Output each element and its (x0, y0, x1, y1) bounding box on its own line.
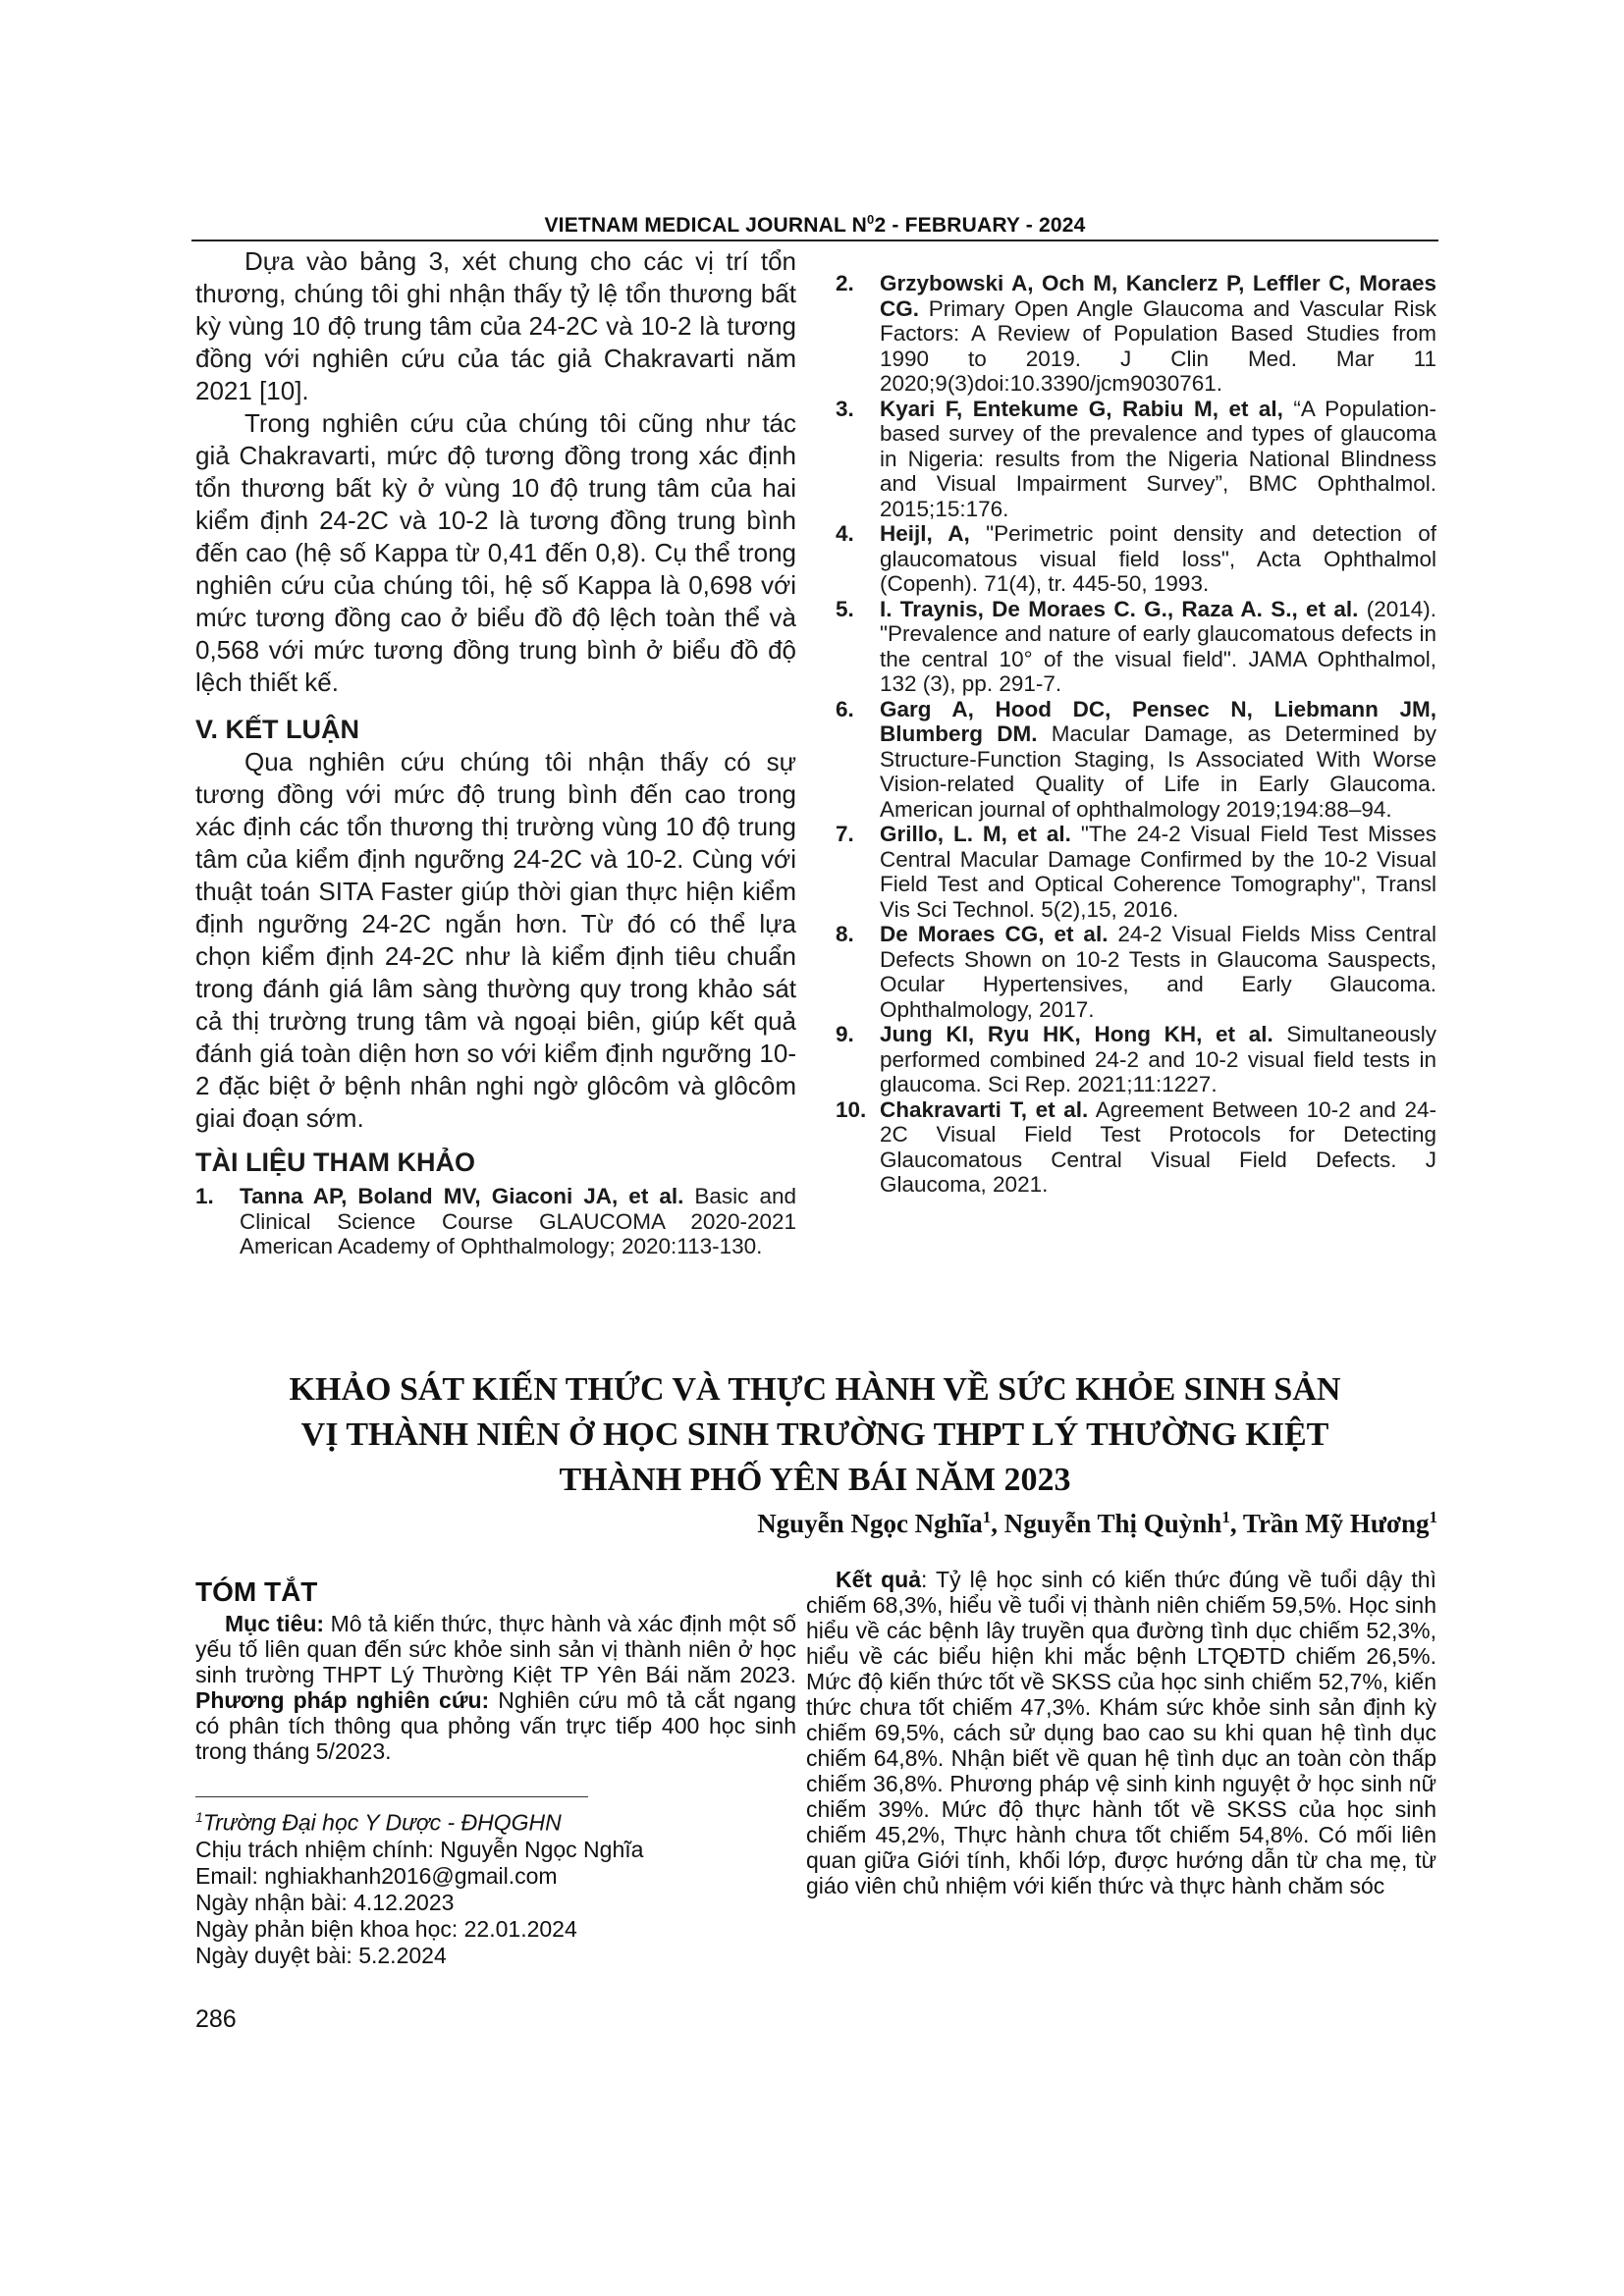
reference-item (836, 521, 1436, 597)
abstract-objective-methods (195, 1611, 796, 1764)
journal-name: VIETNAM MEDICAL JOURNAL N (544, 214, 868, 237)
reference-text: "Perimetric point density and detection of glaucomatous visual field loss", Acta Ophthalmol (Copenh). 71(4), tr. 445-50, 1993. (880, 521, 1436, 596)
author-separator: , (991, 1509, 1004, 1538)
reference-number: 5. (836, 596, 854, 621)
affiliation-sup: 1 (1429, 1508, 1437, 1526)
article-title (191, 1367, 1438, 1503)
reference-item (836, 822, 1436, 922)
abstract-heading: TÓM TẮT (195, 1576, 318, 1607)
conclusion-heading: V. KẾT LUẬN (195, 715, 360, 744)
reference-item (836, 597, 1436, 697)
abstract-left (195, 1576, 796, 1764)
accepted-date: Ngày duyệt bài: 5.2.2024 (195, 1942, 447, 1968)
left-column (195, 245, 796, 1259)
objective-text: Mô tả kiến thức, thực hành và xác định một số yếu tố liên quan đến sức khỏe sinh sản vị thành niên ở học sinh trường THPT Lý Thường Kiệt TP Yên Bái năm 2023. (195, 1611, 796, 1687)
article-authors (757, 1508, 1437, 1539)
issue-sup: 0 (867, 212, 875, 227)
reference-authors: Tanna AP, Boland MV, Giaconi JA, et al. (240, 1184, 684, 1208)
references-heading: TÀI LIỆU THAM KHẢO (195, 1148, 475, 1177)
reference-authors: De Moraes CG, et al. (880, 922, 1109, 946)
responsible-author: Chịu trách nhiệm chính: Nguyễn Ngọc Nghĩa (195, 1836, 644, 1862)
results-text: : Tỷ lệ học sinh có kiến thức đúng về tuổi dậy thì chiếm 68,3%, hiểu về tuổi vị thành niên chiếm 59,5%. Học sinh hiểu về các bệnh lây truyền qua đường tình dục chiếm 52,3%, hiểu về các biểu hiện khi mắc bệnh LTQĐTD chiếm 26,5%. Mức độ kiến thức tốt về SKSS của học sinh chiếm 52,7%, kiến thức chưa tốt chiếm 47,3%. Khám sức khỏe sinh sản định kỳ chiếm 69,5%, cách sử dụng bao cao su khi quan hệ tình dục chiếm 64,8%. Nhận biết về quan hệ tình dục an toàn còn thấp chiếm 36,8%. Phương pháp vệ sinh kinh nguyệt ở học sinh nữ chiếm 39%. Mức độ thực hành tốt về SKSS của học sinh chiếm 45,2%, Thực hành chưa tốt chiếm 54,8%. Có mối liên quan giữa Giới tính, khối lớp, được hướng dẫn từ cha mẹ, từ giáo viên chủ nhiệm với kiến thức và thực hành chăm sóc (806, 1567, 1436, 1898)
reference-item (836, 697, 1436, 823)
results-label: Kết quả (836, 1567, 921, 1592)
author-name: Nguyễn Ngọc Nghĩa (757, 1509, 983, 1538)
footnotes (195, 1804, 796, 1969)
issue-date: 2 - FEBRUARY - 2024 (874, 214, 1086, 237)
affiliation-sup: 1 (982, 1508, 992, 1526)
reference-number: 1. (195, 1184, 214, 1208)
reference-text: Primary Open Angle Glaucoma and Vascular Risk Factors: A Review of Population Based Studies from 1990 to 2019. J Clin Med. Mar 11 2020;9(3)doi:10.3390/jcm9030761. (880, 295, 1436, 396)
contact-email: Email: nghiakhanh2016@gmail.com (195, 1862, 558, 1889)
affiliation-sup: 1 (195, 1809, 203, 1825)
abstract-results (806, 1567, 1436, 1898)
reference-authors: Chakravarti T, et al. (880, 1096, 1089, 1122)
reference-item (836, 271, 1436, 397)
reference-authors: Heijl, A, (880, 521, 970, 546)
reference-number: 4. (836, 521, 854, 546)
reference-number: 3. (836, 396, 854, 421)
reference-number: 9. (836, 1022, 854, 1046)
reference-item (836, 922, 1436, 1022)
author-name: Trần Mỹ Hương (1242, 1509, 1430, 1538)
reference-number: 7. (836, 822, 854, 846)
conclusion-paragraph: Qua nghiên cứu chúng tôi nhận thấy có sự tương đồng với mức độ trung bình đến cao trong xác định các tổn thương thị trường vùng 10 độ trung tâm của kiểm định ngưỡng 24-2C và 10-2. Cùng với thuật toán SITA Faster giúp thời gian thực hiện kiểm định ngưỡng 24-2C ngắn hơn. Từ đó có thể lựa chọn kiểm định 24-2C như là kiểm định tiêu chuẩn trong đánh giá lâm sàng thường quy trong khảo sát cả thị trường trung tâm và ngoại biên, giúp kết quả đánh giá toàn diện hơn so với kiểm định ngưỡng 10-2 đặc biệt ở bệnh nhân nghi ngờ glôcôm và glôcôm giai đoạn sớm. (195, 747, 796, 1133)
journal-header (191, 212, 1438, 238)
reference-authors: Jung KI, Ryu HK, Hong KH, et al. (880, 1022, 1273, 1046)
received-date: Ngày nhận bài: 4.12.2023 (195, 1889, 455, 1915)
footnote-rule (195, 1796, 588, 1797)
discussion-paragraph-1: Dựa vào bảng 3, xét chung cho các vị trí tổn thương, chúng tôi ghi nhận thấy tỷ lệ tổn thương bất kỳ vùng 10 độ trung tâm của 24-2C và 10-2 là tương đồng với nghiên cứu của tác giả Chakravarti năm 2021 [10]. (195, 246, 796, 405)
reference-number: 8. (836, 922, 854, 946)
reference-authors: Garg A, Hood DC, Pensec N, Liebmann JM, Blumberg DM. (880, 696, 1436, 746)
reference-authors: Grillo, L. M, et al. (880, 822, 1071, 846)
reference-authors: I. Traynis, De Moraes C. G., Raza A. S., et al. (880, 596, 1359, 621)
reference-text: 24-2 Visual Fields Miss Central Defects Shown on 10-2 Tests in Glaucoma Sauspects, Ocular Hypertensives, and Early Glaucoma. Ophthalmology, 2017. (880, 922, 1436, 1022)
references-list (836, 271, 1436, 1198)
reference-text: (2014). "Prevalence and nature of early glaucomatous defects in the central 10° of the visual field". JAMA Ophthalmol, 132 (3), pp. 291-7. (880, 596, 1436, 696)
reference-number: 2. (836, 271, 854, 295)
title-line-3: THÀNH PHỐ YÊN BÁI NĂM 2023 (559, 1462, 1071, 1498)
discussion-paragraph-2: Trong nghiên cứu của chúng tôi cũng như tác giả Chakravarti, mức độ tương đồng trong xác định tổn thương bất kỳ ở vùng 10 độ trung tâm của hai kiểm định 24-2C và 10-2 là tương đồng trung bình đến cao (hệ số Kappa từ 0,41 đến 0,8). Cụ thể trong nghiên cứu của chúng tôi, hệ số Kappa là 0,698 với mức tương đồng cao ở biểu đồ độ lệch toàn thể và 0,568 với mức tương đồng trung bình ở biểu đồ độ lệch thiết kế. (195, 408, 796, 697)
reviewed-date: Ngày phản biện khoa học: 22.01.2024 (195, 1915, 577, 1942)
page-number: 286 (195, 2005, 237, 2033)
reference-text: Basic and Clinical Science Course GLAUCOMA 2020-2021 American Academy of Ophthalmology; 2020:113-130. (240, 1184, 796, 1258)
reference-number: 10. (836, 1096, 867, 1122)
affiliation-sup: 1 (1221, 1508, 1230, 1526)
title-line-1: KHẢO SÁT KIẾN THỨC VÀ THỰC HÀNH VỀ SỨC KHỎE SINH SẢN (289, 1371, 1341, 1408)
author-separator: , (1229, 1509, 1243, 1538)
reference-item (836, 397, 1436, 522)
reference-item (195, 1184, 796, 1259)
reference-authors: Grzybowski A, Och M, Kanclerz P, Leffler C, Moraes CG. (880, 271, 1436, 321)
methods-text: Nghiên cứu mô tả cắt ngang có phân tích thông qua phỏng vấn trực tiếp 400 học sinh trong tháng 5/2023. (195, 1687, 797, 1764)
affiliation-text: Trường Đại học Y Dược - ĐHQGHN (202, 1809, 562, 1836)
author-name: Nguyễn Thị Quỳnh (1003, 1509, 1222, 1538)
reference-authors: Kyari F, Entekume G, Rabiu M, et al, (880, 396, 1283, 421)
reference-text: Agreement Between 10-2 and 24-2C Visual Field Test Protocols for Detecting Glaucomatous Central Visual Field Defects. J Glaucoma, 2021. (880, 1096, 1437, 1197)
reference-text: “A Population-based survey of the prevalence and types of glaucoma in Nigeria: results from the Nigeria National Blindness and Visual Impairment Survey”, BMC Ophthalmol. 2015;15:176. (880, 396, 1436, 521)
methods-label: Phương pháp nghiên cứu: (195, 1687, 490, 1713)
title-line-2: VỊ THÀNH NIÊN Ở HỌC SINH TRƯỜNG THPT LÝ THƯỜNG KIỆT (300, 1416, 1329, 1453)
reference-text: Simultaneously performed combined 24-2 and 10-2 visual field tests in glaucoma. Sci Rep. 2021;11:1227. (880, 1022, 1436, 1096)
reference-item (836, 1097, 1436, 1198)
affiliation-note (195, 1804, 796, 1837)
header-rule (191, 240, 1438, 241)
reference-number: 6. (836, 696, 854, 721)
reference-item (836, 1022, 1436, 1097)
objective-label: Mục tiêu: (225, 1611, 325, 1636)
reference-text: "The 24-2 Visual Field Test Misses Central Macular Damage Confirmed by the 10-2 Visual Field Test and Optical Coherence Tomography", Transl Vis Sci Technol. 5(2),15, 2016. (880, 822, 1436, 922)
reference-text: Macular Damage, as Determined by Structure-Function Staging, Is Associated With Worse Vision-related Quality of Life in Early Glaucoma. American journal of ophthalmology 2019;194:88–94. (880, 721, 1436, 822)
abstract-right (806, 1567, 1436, 1898)
